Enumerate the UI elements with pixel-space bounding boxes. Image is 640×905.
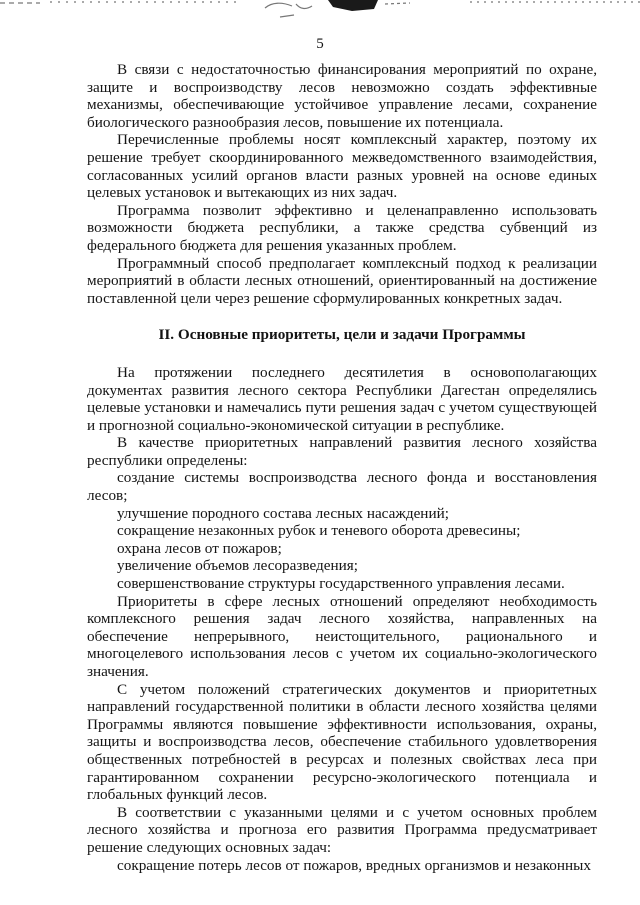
paragraph: Перечисленные проблемы носят комплексный характер, поэтому их решение требует скоординированного межведомственного взаимодействия, согласованных усилий органов власти разных уровней на основе единых целевых установок и вытекающих из них задач.: [87, 131, 597, 202]
list-item: увеличение объемов лесоразведения;: [117, 557, 358, 575]
list-item: сокращение потерь лесов от пожаров, вредных организмов и незаконных: [117, 856, 591, 874]
page-number: 5: [316, 36, 324, 52]
scan-artifacts: [0, 0, 640, 30]
list-item: сокращение незаконных рубок и теневого оборота древесины;: [117, 522, 521, 540]
list-item: улучшение породного состава лесных насаждений;: [117, 504, 449, 522]
section-heading: II. Основные приоритеты, цели и задачи Программы: [158, 326, 526, 344]
paragraph: С учетом положений стратегических документов и приоритетных направлений государственной политики в области лесного хозяйства целями Программы являются повышение эффективности использования, охраны, защиты и воспроизводства лесов, обеспечение стабильного удовлетворения общественных потребностей в ресурсах и полезных свойствах леса при гарантированном сохранении ресурсно-экологического потенциала и глобальных функций лесов.: [87, 680, 597, 804]
list-item: создание системы воспроизводства лесного фонда и восстановления лесов;: [87, 469, 597, 505]
paragraph: Программный способ предполагает комплексный подход к реализации мероприятий в области лесных отношений, ориентированный на достижение поставленной цели через решение сформулированных конкретных задач.: [87, 254, 597, 307]
list-item: охрана лесов от пожаров;: [117, 539, 282, 557]
paragraph: На протяжении последнего десятилетия в основополагающих документах развития лесного сектора Республики Дагестан определялись целевые установки и намечались пути решения задач с учетом существующей и прогнозной социально-экономической ситуации в республике.: [87, 363, 597, 434]
document-body: [87, 61, 597, 874]
paragraph: В связи с недостаточностью финансирования мероприятий по охране, защите и воспроизводству лесов невозможно создать эффективные механизмы, обеспечивающие устойчивое управление лесами, сохранение биологического разнообразия лесов, повышение их потенциала.: [87, 61, 597, 131]
paragraph: В качестве приоритетных направлений развития лесного хозяйства республики определены:: [87, 434, 597, 469]
paragraph: В соответствии с указанными целями и с учетом основных проблем лесного хозяйства и прогноза его развития Программа предусматривает решение следующих основных задач:: [87, 803, 597, 856]
paragraph: Приоритеты в сфере лесных отношений определяют необходимость комплексного решения задач лесного хозяйства, направленных на обеспечение непрерывного, неистощительного, рационального и многоцелевого использования лесов с учетом их социально-экологического значения.: [87, 592, 597, 680]
paragraph: Программа позволит эффективно и целенаправленно использовать возможности бюджета республики, а также средства субвенций из федерального бюджета для решения указанных проблем.: [87, 201, 597, 254]
list-item: совершенствование структуры государственного управления лесами.: [117, 575, 565, 593]
